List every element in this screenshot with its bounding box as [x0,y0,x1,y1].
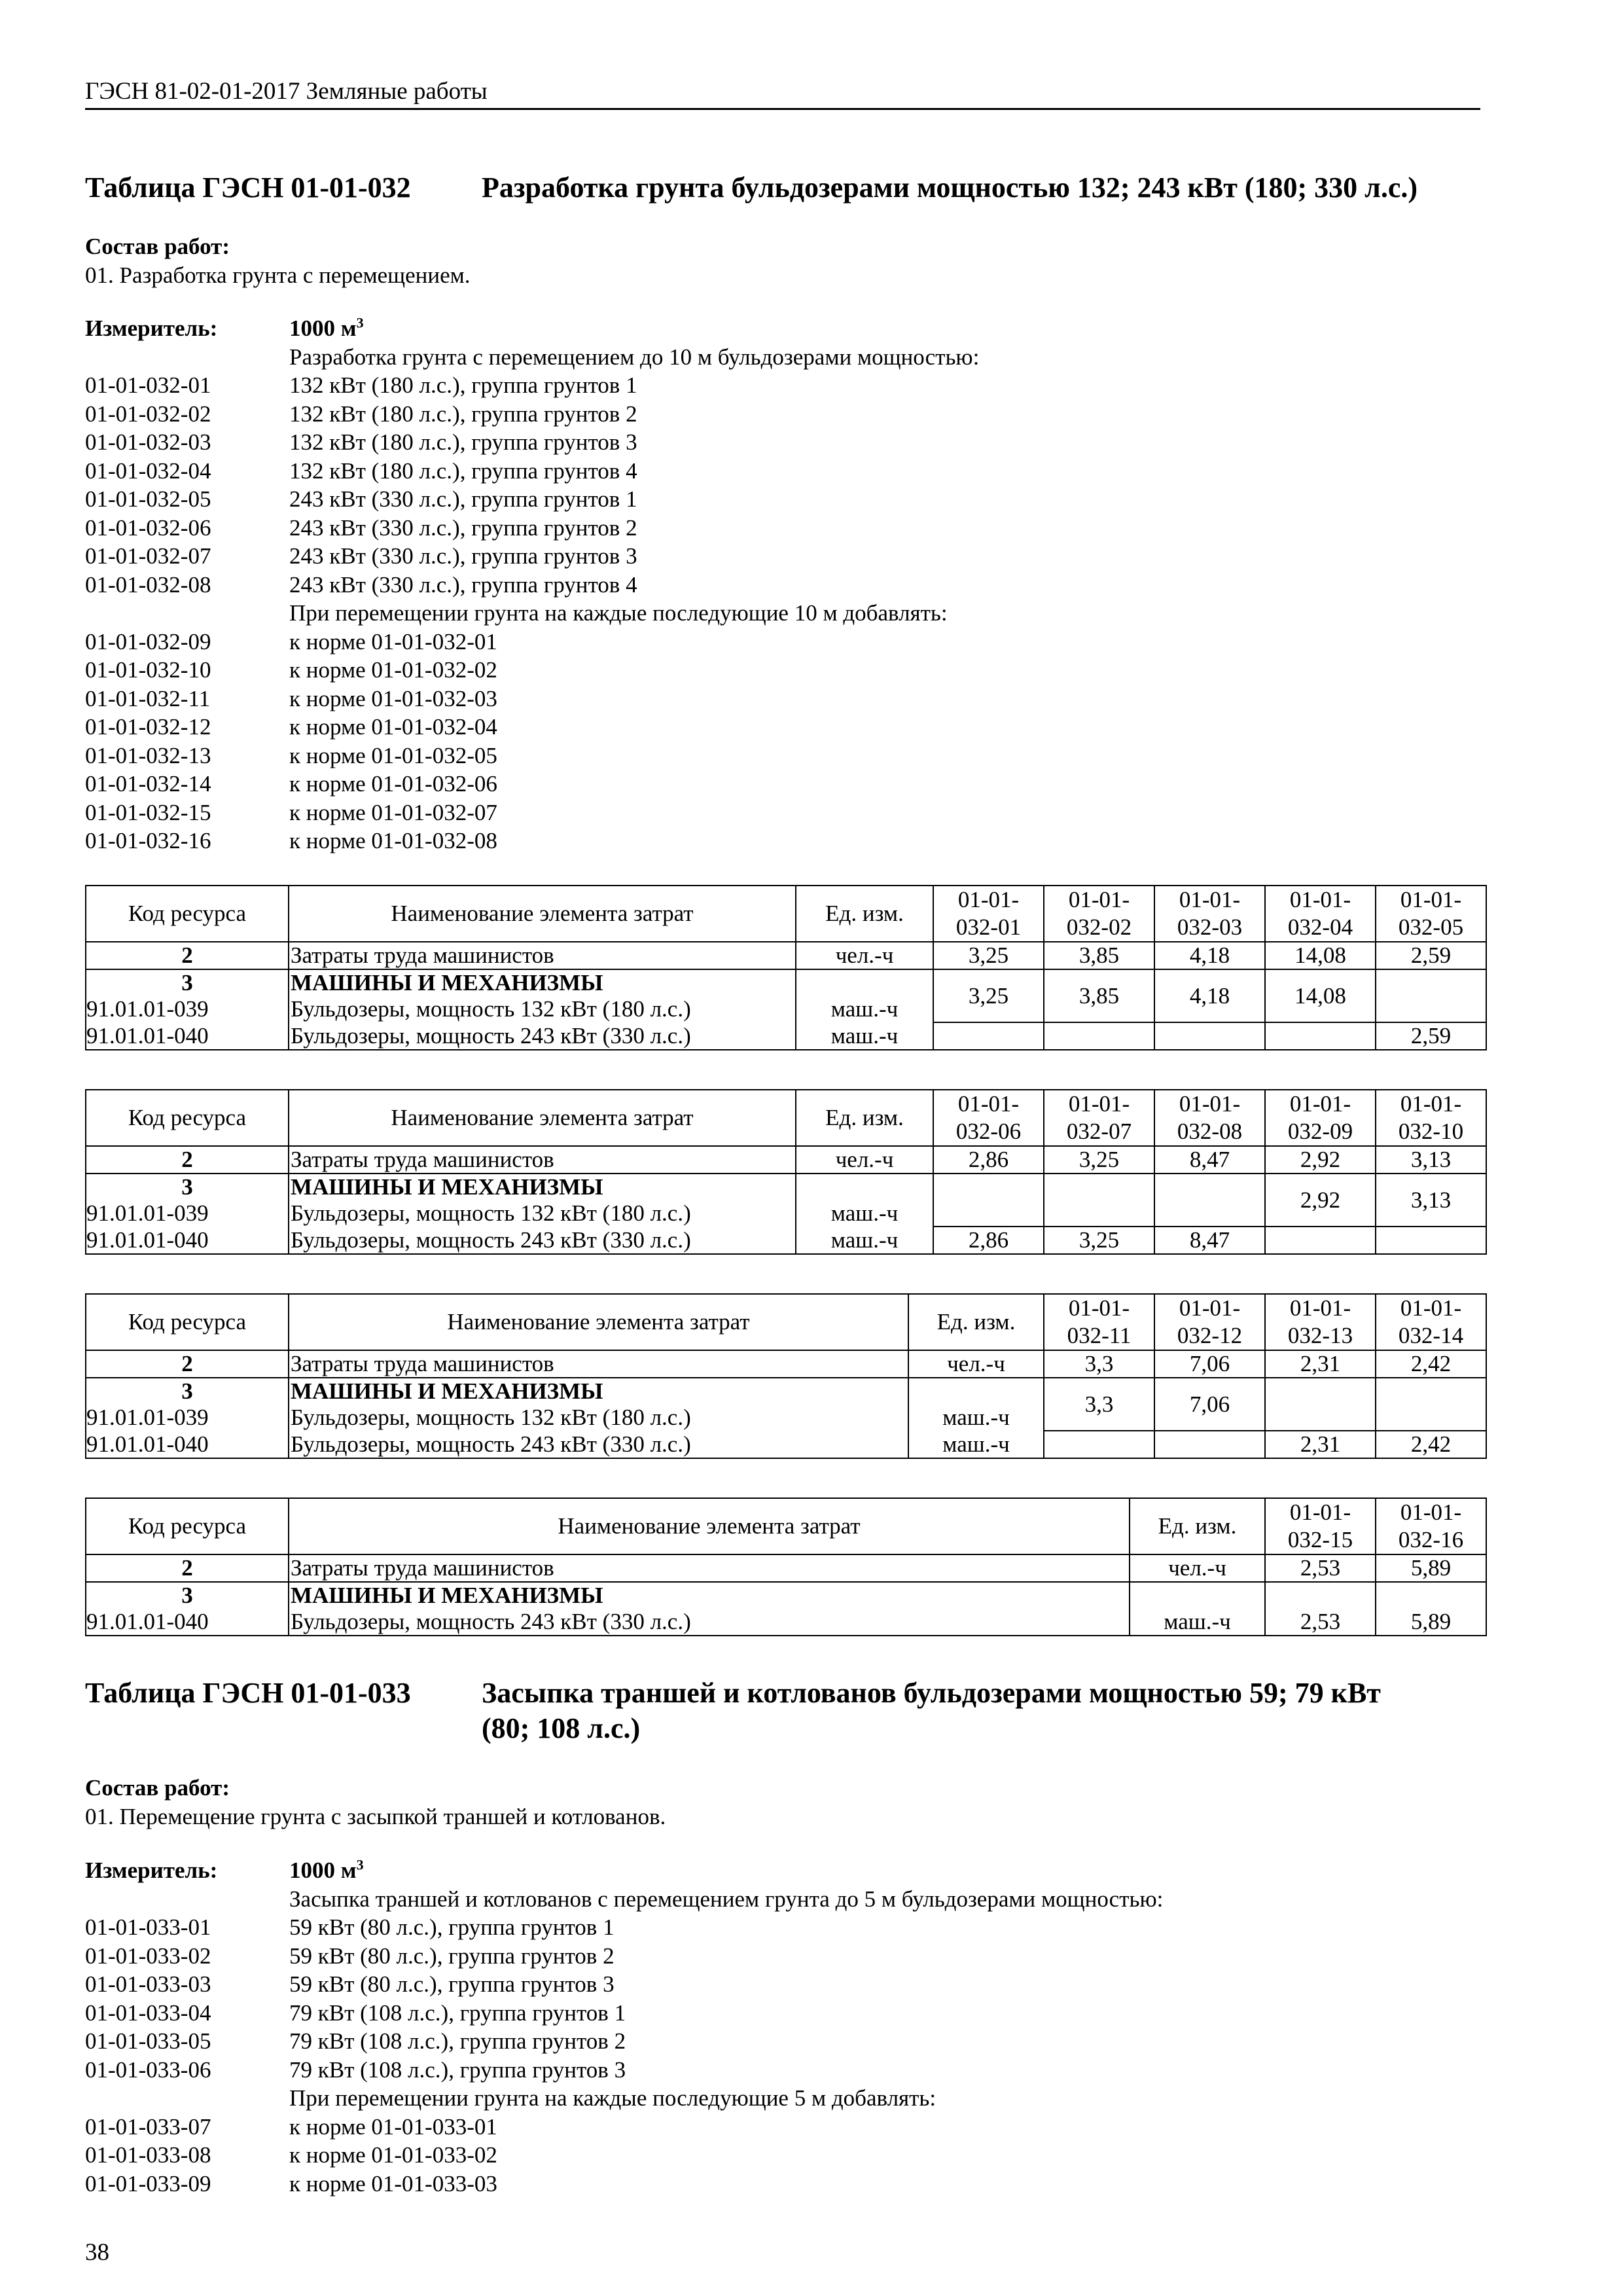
header-norm: 01-01- 032-14 [1376,1294,1486,1350]
norm-description: к норме 01-01-033-03 [289,2170,497,2197]
norm-code: 01-01-032-13 [85,742,211,768]
header-code: Код ресурса [86,886,289,942]
resource-table-c [85,1293,1487,1459]
header-norm: 01-01- 032-15 [1265,1498,1376,1554]
norms-intro: Разработка грунта с перемещением до 10 м бульдозерами мощностью: [289,344,980,370]
norm-description: 132 кВт (180 л.с.), группа грунтов 3 [289,429,637,455]
norm-description: к норме 01-01-032-03 [289,685,497,711]
table-header-row [86,886,1486,942]
norm-list-item [85,798,1486,827]
norm-description: 132 кВт (180 л.с.), группа грунтов 1 [289,372,637,398]
table-033-number: Таблица ГЭСН 01-01-033 [85,1677,411,1709]
norm-description: к норме 01-01-033-02 [289,2142,497,2168]
norm-code: 01-01-033-03 [85,1971,211,1997]
header-norm: 01-01- 032-12 [1154,1294,1265,1350]
norms-add-intro: При перемещении грунта на каждые последующие 5 м добавлять: [289,2085,936,2111]
norm-list-item [85,628,1486,656]
norm-code: 01-01-032-01 [85,372,211,398]
norm-code: 01-01-032-02 [85,401,211,427]
norm-list-item [85,514,1486,543]
norm-list-item [85,485,1486,514]
norm-list-item [85,542,1486,571]
norm-list-item [85,2170,1486,2198]
machine-row-040: 91.01.01-040 Бульдозеры, мощность 243 кВт (330 л.с.) маш.-ч 2,31 2,42 [86,1431,1486,1458]
norm-code: 01-01-032-16 [85,828,211,853]
meter-value: 1000 $м^3$ [289,1856,364,1883]
work-composition-label: Состав работ: [85,234,230,259]
norm-list-item [85,1913,1486,1942]
norm-list-item [85,2141,1486,2170]
machine-row-039: 91.01.01-039 Бульдозеры, мощность 132 кВт (180 л.с.) маш.-ч [86,1405,1486,1431]
table-header-row: Код ресурса Наименование элемента затрат Ед. изм. 01-01- 032-06 01-01- 032-07 01-01- 032-08 01-01- 032-09 01-01- 032-10 [86,1090,1486,1146]
header-norm: 01-01- 032-07 [1044,1090,1154,1146]
machines-section-row: 3 МАШИНЫ И МЕХАНИЗМЫ 3,25 3,85 4,18 14,08 [86,969,1486,996]
norm-description: к норме 01-01-033-01 [289,2113,497,2140]
norm-code: 01-01-033-06 [85,2056,211,2083]
machines-section-row: 3 МАШИНЫ И МЕХАНИЗМЫ 2,92 3,13 [86,1174,1486,1200]
norm-code: 01-01-033-01 [85,1914,211,1940]
header-norm: 01-01- 032-10 [1376,1090,1486,1146]
meter-value: 1000 $м^3$ [289,314,364,341]
page-header: ГЭСН 81-02-01-2017 Земляные работы [85,77,1480,110]
norm-list-item [85,770,1486,798]
norm-list-item [85,371,1486,400]
norm-description: к норме 01-01-032-07 [289,799,497,825]
table-033-norms-list [85,1856,1486,2198]
table-032-name: Разработка грунта бульдозерами мощностью 132; 243 кВт (180; 330 л.с.) [482,171,1418,204]
page-number: 38 [85,2239,109,2266]
meter-row [85,314,1486,343]
norm-description: 243 кВт (330 л.с.), группа грунтов 2 [289,514,637,541]
norm-code: 01-01-033-09 [85,2170,211,2197]
norm-code: 01-01-032-10 [85,657,211,683]
machines-section-row: 3 МАШИНЫ И МЕХАНИЗМЫ 3,3 7,06 [86,1378,1486,1405]
norm-code: 01-01-032-03 [85,429,211,455]
table-header-row: Код ресурса Наименование элемента затрат Ед. изм. 01-01- 032-15 01-01- 032-16 [86,1498,1486,1554]
norm-code: 01-01-032-06 [85,514,211,541]
norm-code: 01-01-032-05 [85,486,211,512]
norms-group-b [85,2113,1486,2198]
norm-list-item [85,713,1486,742]
norm-description: 132 кВт (180 л.с.), группа грунтов 2 [289,401,637,427]
norm-description: к норме 01-01-032-02 [289,657,497,683]
norm-description: 243 кВт (330 л.с.), группа грунтов 4 [289,571,637,598]
norm-code: 01-01-032-12 [85,714,211,740]
header-norm: 01-01- 032-06 [933,1090,1044,1146]
norms-intro: Засыпка траншей и котлованов с перемещением грунта до 5 м бульдозерами мощностью: [289,1886,1164,1912]
header-unit: Ед. изм. [796,886,933,942]
table-header-row: Код ресурса Наименование элемента затрат Ед. изм. 01-01- 032-11 01-01- 032-12 01-01- 032-13 01-01- 032-14 [86,1294,1486,1350]
header-norm: 01-01- 032-09 [1265,1090,1376,1146]
header-norm: 01-01- 032-04 [1265,886,1376,942]
norm-description: 59 кВт (80 л.с.), группа грунтов 3 [289,1971,615,1997]
norm-description: к норме 01-01-032-04 [289,714,497,740]
header-norm: 01-01- 032-02 [1044,886,1154,942]
norm-list-item [85,2056,1486,2085]
norm-list-item [85,1999,1486,2028]
norm-list-item [85,428,1486,457]
machine-row-040: 91.01.01-040 Бульдозеры, мощность 243 кВт (330 л.с.) маш.-ч [86,1609,1486,1636]
norm-code: 01-01-032-04 [85,457,211,484]
norm-code: 01-01-032-08 [85,571,211,598]
machine-row-039: 91.01.01-039 Бульдозеры, мощность 132 кВт (180 л.с.) маш.-ч [86,996,1486,1022]
work-composition-label: Состав работ: [85,1775,230,1801]
resource-table-d [85,1498,1487,1636]
resource-table-b [85,1089,1487,1255]
norm-description: 132 кВт (180 л.с.), группа грунтов 4 [289,457,637,484]
norm-code: 01-01-033-02 [85,1943,211,1969]
header-norm: 01-01- 032-13 [1265,1294,1376,1350]
meter-label: Измеритель: [85,1857,218,1883]
header-norm: 01-01- 032-11 [1044,1294,1154,1350]
norm-description: к норме 01-01-032-05 [289,742,497,768]
norm-description: к норме 01-01-032-01 [289,628,497,655]
table-033-work-composition [85,1774,1486,1831]
header-norm: 01-01- 032-16 [1376,1498,1486,1554]
header-norm: 01-01- 032-01 [933,886,1044,942]
norm-list-item [85,571,1486,600]
machine-row-039: 91.01.01-039 Бульдозеры, мощность 132 кВт (180 л.с.) маш.-ч [86,1200,1486,1227]
norm-code: 01-01-033-05 [85,2028,211,2054]
norm-description: 79 кВт (108 л.с.), группа грунтов 1 [289,2000,626,2026]
machines-section-row: 3 МАШИНЫ И МЕХАНИЗМЫ 2,53 5,89 [86,1582,1486,1609]
norm-list-item [85,827,1486,855]
table-033-title [85,1676,1483,1746]
norm-code: 01-01-032-15 [85,799,211,825]
norm-description: 59 кВт (80 л.с.), группа грунтов 1 [289,1914,615,1940]
table-032-norms-list [85,314,1486,855]
norms-add-intro: При перемещении грунта на каждые последующие 10 м добавлять: [289,600,948,626]
norm-list-item [85,1970,1486,1999]
header-norm: 01-01- 032-03 [1154,886,1265,942]
meter-label: Измеритель: [85,315,218,341]
header-name: Наименование элемента затрат [289,886,796,942]
work-composition-item: 01. Разработка грунта с перемещением. [85,262,471,288]
meter-row [85,1856,1486,1885]
header-norm: 01-01- 032-08 [1154,1090,1265,1146]
norm-list-item [85,656,1486,685]
labor-row: 2 Затраты труда машинистов чел.-ч 2,53 5,89 [86,1554,1486,1582]
header-norm: 01-01- 032-05 [1376,886,1486,942]
norm-list-item [85,685,1486,713]
work-composition-item: 01. Перемещение грунта с засыпкой траншей и котлованов. [85,1803,666,1829]
norm-code: 01-01-033-04 [85,2000,211,2026]
norm-description: 79 кВт (108 л.с.), группа грунтов 2 [289,2028,626,2054]
labor-row: 2 Затраты труда машинистов чел.-ч 3,25 3,85 4,18 14,08 2,59 [86,942,1486,969]
norm-description: 243 кВт (330 л.с.), группа грунтов 3 [289,543,637,569]
norm-code: 01-01-032-07 [85,543,211,569]
norms-group-a [85,1913,1486,2084]
resource-table-a [85,885,1487,1050]
machine-row-040: 91.01.01-040 Бульдозеры, мощность 243 кВт (330 л.с.) маш.-ч 2,59 [86,1022,1486,1050]
machine-row-040: 91.01.01-040 Бульдозеры, мощность 243 кВт (330 л.с.) маш.-ч 2,86 3,25 8,47 [86,1227,1486,1254]
table-033-name: Засыпка траншей и котлованов бульдозерами мощностью 59; 79 кВт (80; 108 л.с.) [482,1677,1381,1744]
norm-code: 01-01-032-14 [85,771,211,797]
labor-row: 2 Затраты труда машинистов чел.-ч 3,3 7,06 2,31 2,42 [86,1350,1486,1378]
norm-list-item [85,457,1486,486]
table-032-work-composition [85,232,1486,289]
norm-list-item [85,2113,1486,2142]
norm-description: 59 кВт (80 л.с.), группа грунтов 2 [289,1943,615,1969]
norm-description: 243 кВт (330 л.с.), группа грунтов 1 [289,486,637,512]
norm-code: 01-01-033-07 [85,2113,211,2140]
norms-group-a [85,371,1486,599]
norms-group-b [85,628,1486,855]
norm-description: к норме 01-01-032-06 [289,771,497,797]
norm-description: к норме 01-01-032-08 [289,828,497,853]
labor-row: 2 Затраты труда машинистов чел.-ч 2,86 3,25 8,47 2,92 3,13 [86,1146,1486,1174]
norm-code: 01-01-032-09 [85,628,211,655]
table-032-title [85,170,1483,206]
norm-description: 79 кВт (108 л.с.), группа грунтов 3 [289,2056,626,2083]
norm-code: 01-01-032-11 [85,685,211,711]
norm-list-item [85,742,1486,770]
table-032-number: Таблица ГЭСН 01-01-032 [85,171,411,204]
norm-list-item [85,400,1486,429]
norm-list-item [85,1942,1486,1971]
norm-code: 01-01-033-08 [85,2142,211,2168]
norm-list-item [85,2027,1486,2056]
